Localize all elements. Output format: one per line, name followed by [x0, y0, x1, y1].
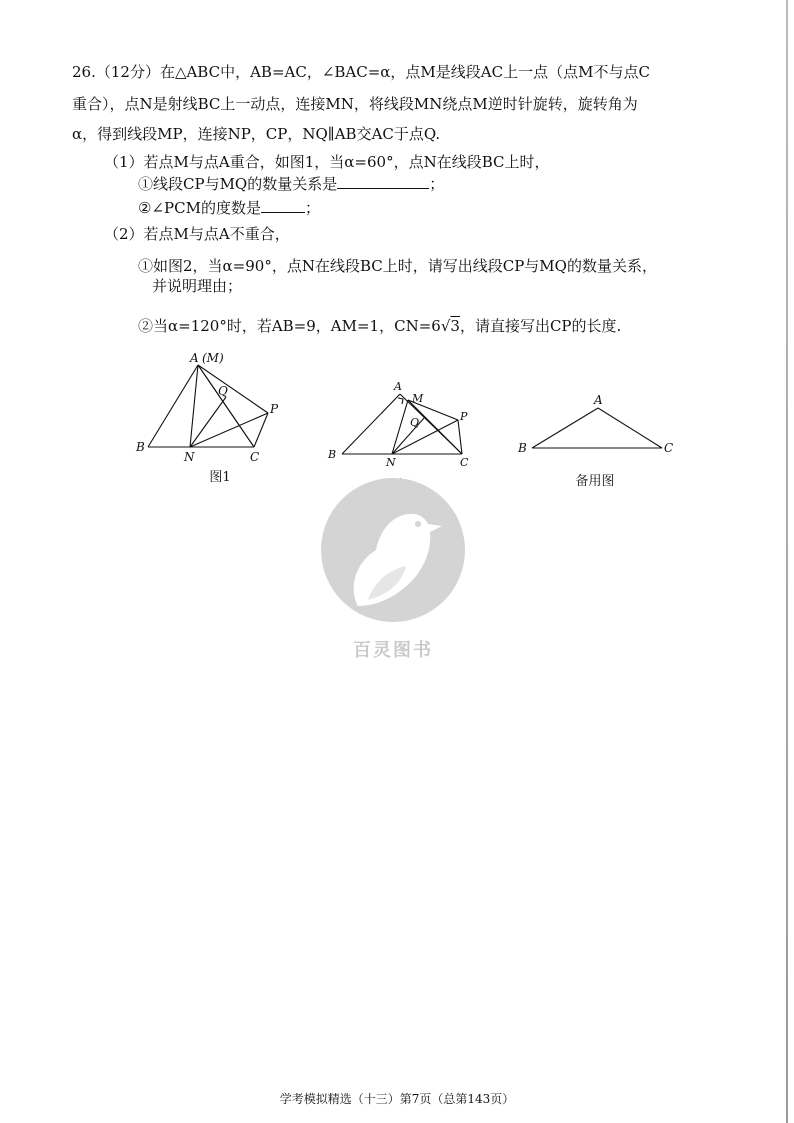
part-2-question-2-text: ②当α=120°时，若AB=9，AM=1，CN=6	[138, 317, 441, 335]
part-2-question-2-end: ，请直接写出CP的长度.	[459, 317, 622, 335]
fig3-label-c: C	[664, 441, 674, 455]
fig2-label-b: B	[328, 448, 337, 461]
figure-3	[512, 386, 682, 466]
fig2-label-n: N	[386, 456, 396, 469]
fig1-label-b: B	[136, 440, 145, 454]
part-2-question-2	[138, 316, 621, 336]
answer-blank-1[interactable]	[337, 174, 429, 189]
fig2-label-p: P	[460, 410, 468, 423]
figure-1	[130, 345, 290, 470]
watermark-text: 百灵图书	[353, 640, 433, 661]
fig1-label-a: A	[190, 351, 199, 365]
fig3-label-a: A	[594, 393, 603, 407]
problem-line-1: 26.（12分）在△ABC中，AB=AC，∠BAC=α，点M是线段AC上一点（点M不与点C	[72, 63, 650, 81]
figure-1-caption: 图1	[209, 470, 231, 485]
problem-line-3: α，得到线段MP，连接NP，CP，NQ∥AB交AC于点Q.	[72, 125, 441, 143]
part-1-question-2-end: ；	[304, 199, 320, 217]
part-1-question-2-text: ②∠PCM的度数是	[138, 199, 261, 217]
part-2-question-1b: 并说明理由；	[152, 277, 243, 295]
scan-edge	[786, 0, 788, 1123]
fig2-label-a: A	[394, 380, 402, 393]
figure-3-caption: 备用图	[575, 474, 615, 489]
fig2-label-m: M	[412, 392, 424, 405]
part-1-heading: （1）若点M与点A重合，如图1，当α=60°，点N在线段BC上时，	[104, 153, 550, 171]
fig1-label-q: Q	[218, 384, 228, 398]
fig1-label-m: (M)	[202, 351, 224, 365]
fig2-label-c: C	[460, 456, 469, 469]
problem-line-2: 重合），点N是射线BC上一动点，连接MN，将线段MN绕点M逆时针旋转，旋转角为	[72, 95, 638, 113]
part-2-question-1a: ①如图2，当α=90°，点N在线段BC上时，请写出线段CP与MQ的数量关系，	[138, 257, 657, 275]
fig2-label-q: Q	[410, 416, 420, 429]
part-1-question-1-end: ；	[429, 175, 445, 193]
part-2-heading: （2）若点M与点A不重合，	[104, 225, 290, 243]
page-footer: 学考模拟精选（十三）第7页（总第143页）	[279, 1092, 515, 1106]
watermark-logo	[318, 478, 468, 668]
fig1-label-p: P	[270, 402, 279, 416]
sqrt-radicand: 3	[450, 317, 460, 335]
part-1-question-1	[138, 174, 444, 194]
part-1-question-1-text: ①线段CP与MQ的数量关系是	[138, 175, 338, 193]
answer-blank-2[interactable]	[261, 198, 305, 213]
sqrt-symbol: √	[440, 317, 451, 335]
fig1-label-c: C	[250, 450, 260, 464]
fig3-label-b: B	[518, 441, 527, 455]
figure-2	[320, 378, 480, 478]
part-1-question-2	[138, 198, 320, 218]
fig1-label-n: N	[184, 450, 195, 464]
